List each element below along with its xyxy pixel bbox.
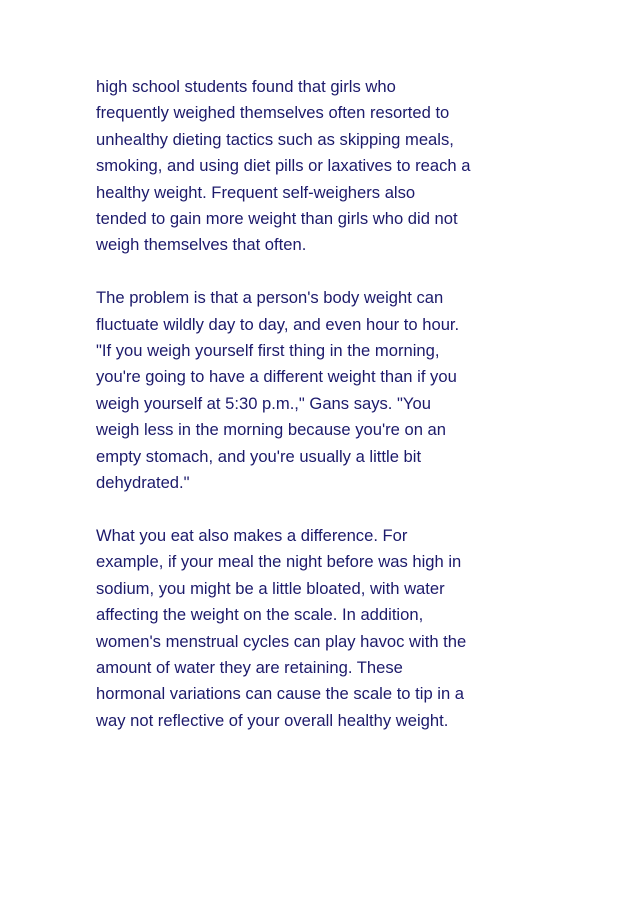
paragraph-3 [96,523,556,734]
text-line: The problem is that a person's body weight can [96,288,444,308]
text-line: empty stomach, and you're usually a little bit [96,446,422,466]
text-line: women's menstrual cycles can play havoc with the [96,631,467,651]
text-line: weigh less in the morning because you're on an [96,420,447,440]
text-line: you're going to have a different weight than if you [96,367,457,387]
text-line: What you eat also makes a difference. For [96,525,408,545]
paragraph-2 [96,285,556,496]
text-line: healthy weight. Frequent self-weighers also [96,182,416,202]
text-line: high school students found that girls who [96,77,396,96]
text-line: frequently weighed themselves often resorted to [96,103,450,123]
text-line: example, if your meal the night before was high in [96,552,462,572]
text-line: amount of water they are retaining. These [96,657,403,677]
text-line: weigh themselves that often. [96,235,307,255]
text-line: sodium, you might be a little bloated, with water [96,578,445,598]
text-line: fluctuate wildly day to day, and even hour to hour. [96,314,460,334]
text-line: way not reflective of your overall healthy weight. [96,710,449,730]
text-line: affecting the weight on the scale. In addition, [96,605,424,625]
text-line: dehydrated." [96,473,190,493]
text-line: unhealthy dieting tactics such as skipping meals, [96,129,454,149]
text-line: tended to gain more weight than girls who did not [96,209,458,229]
paragraph-1 [96,74,556,259]
text-line: "If you weigh yourself first thing in the morning, [96,341,440,361]
text-line: hormonal variations can cause the scale to tip in a [96,684,465,704]
text-line: weigh yourself at 5:30 p.m.," Gans says. "You [96,393,431,413]
text-line: smoking, and using diet pills or laxatives to reach a [96,156,471,176]
body-text [96,74,556,761]
